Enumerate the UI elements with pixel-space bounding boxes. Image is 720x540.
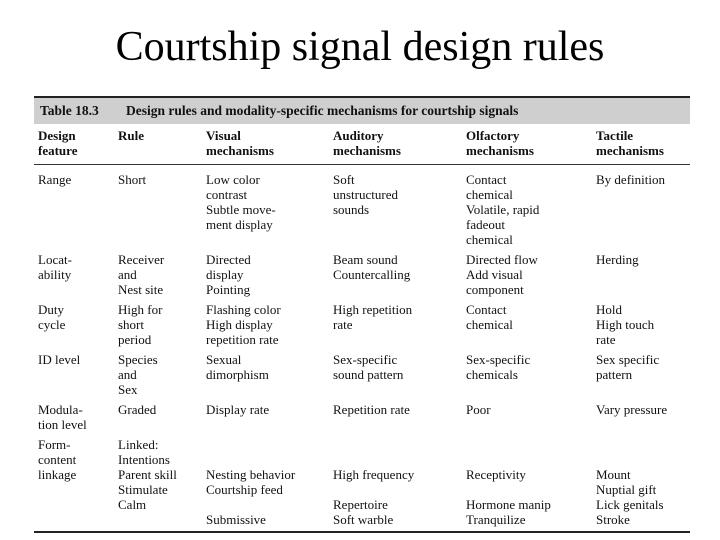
table-caption-bar	[34, 96, 690, 124]
header-visual: Visual mechanisms	[202, 124, 329, 165]
table-row	[34, 399, 690, 434]
table-18-3	[34, 96, 690, 533]
cell: Hold High touch rate	[596, 302, 655, 347]
cell: Graded	[118, 402, 157, 417]
table-body	[34, 165, 690, 532]
header-tactile: Tactile mechanisms	[592, 124, 690, 165]
cell: Sex-specific sound pattern	[333, 352, 404, 382]
table-row	[34, 434, 690, 531]
cell: Beam sound Countercalling	[333, 252, 411, 282]
cell: Modula- tion level	[38, 402, 87, 432]
header-design-feature: Design feature	[34, 124, 114, 165]
cell: Soft unstructured sounds	[333, 172, 398, 217]
cell: High for short period	[118, 302, 163, 347]
cell: Short	[118, 172, 147, 187]
cell: Sexual dimorphism	[206, 352, 269, 382]
header-rule: Rule	[114, 124, 202, 165]
cell: Flashing color High display repetition rate	[206, 302, 281, 347]
table-bottom-rule	[34, 531, 690, 533]
cell: Contact chemical	[466, 302, 513, 332]
cell: Nesting behavior Courtship feed Submissive	[206, 467, 296, 527]
cell: By definition	[596, 172, 665, 187]
cell: Directed flow Add visual component	[466, 252, 538, 297]
header-auditory: Auditory mechanisms	[329, 124, 462, 165]
cell: Sex specific pattern	[596, 352, 660, 382]
table-caption: Design rules and modality-specific mechanisms for courtship signals	[126, 103, 519, 118]
cell: Receptivity Hormone manip Tranquilize	[466, 467, 551, 527]
table-label: Table 18.3	[40, 103, 99, 118]
cell: High repetition rate	[333, 302, 413, 332]
cell: Locat- ability	[38, 252, 72, 282]
cell: Species and Sex	[118, 352, 158, 397]
table-row	[34, 349, 690, 399]
slide-title: Courtship signal design rules	[115, 24, 605, 70]
table-row	[34, 249, 690, 299]
cell: ID level	[38, 352, 81, 367]
cell: Repetition rate	[333, 402, 410, 417]
table-header	[34, 124, 690, 165]
cell: Low color contrast Subtle move- ment display	[206, 172, 276, 232]
cell: Display rate	[206, 402, 270, 417]
cell: Sex-specific chemicals	[466, 352, 531, 382]
table-row	[34, 165, 690, 250]
cell: Herding	[596, 252, 639, 267]
cell: Range	[38, 172, 72, 187]
header-olfactory: Olfactory mechanisms	[462, 124, 592, 165]
cell: Mount Nuptial gift Lick genitals Stroke	[596, 467, 664, 527]
header-row	[34, 124, 690, 165]
cell: High frequency Repertoire Soft warble	[333, 467, 415, 527]
courtship-table	[34, 124, 690, 531]
cell: Duty cycle	[38, 302, 66, 332]
cell: Linked: Intentions Parent skill Stimulate Calm	[118, 437, 177, 512]
cell: Form- content linkage	[38, 437, 77, 482]
cell: Poor	[466, 402, 491, 417]
cell: Directed display Pointing	[206, 252, 251, 297]
cell: Vary pressure	[596, 402, 668, 417]
table-row	[34, 299, 690, 349]
cell: Contact chemical Volatile, rapid fadeout chemical	[466, 172, 540, 247]
cell: Receiver and Nest site	[118, 252, 165, 297]
